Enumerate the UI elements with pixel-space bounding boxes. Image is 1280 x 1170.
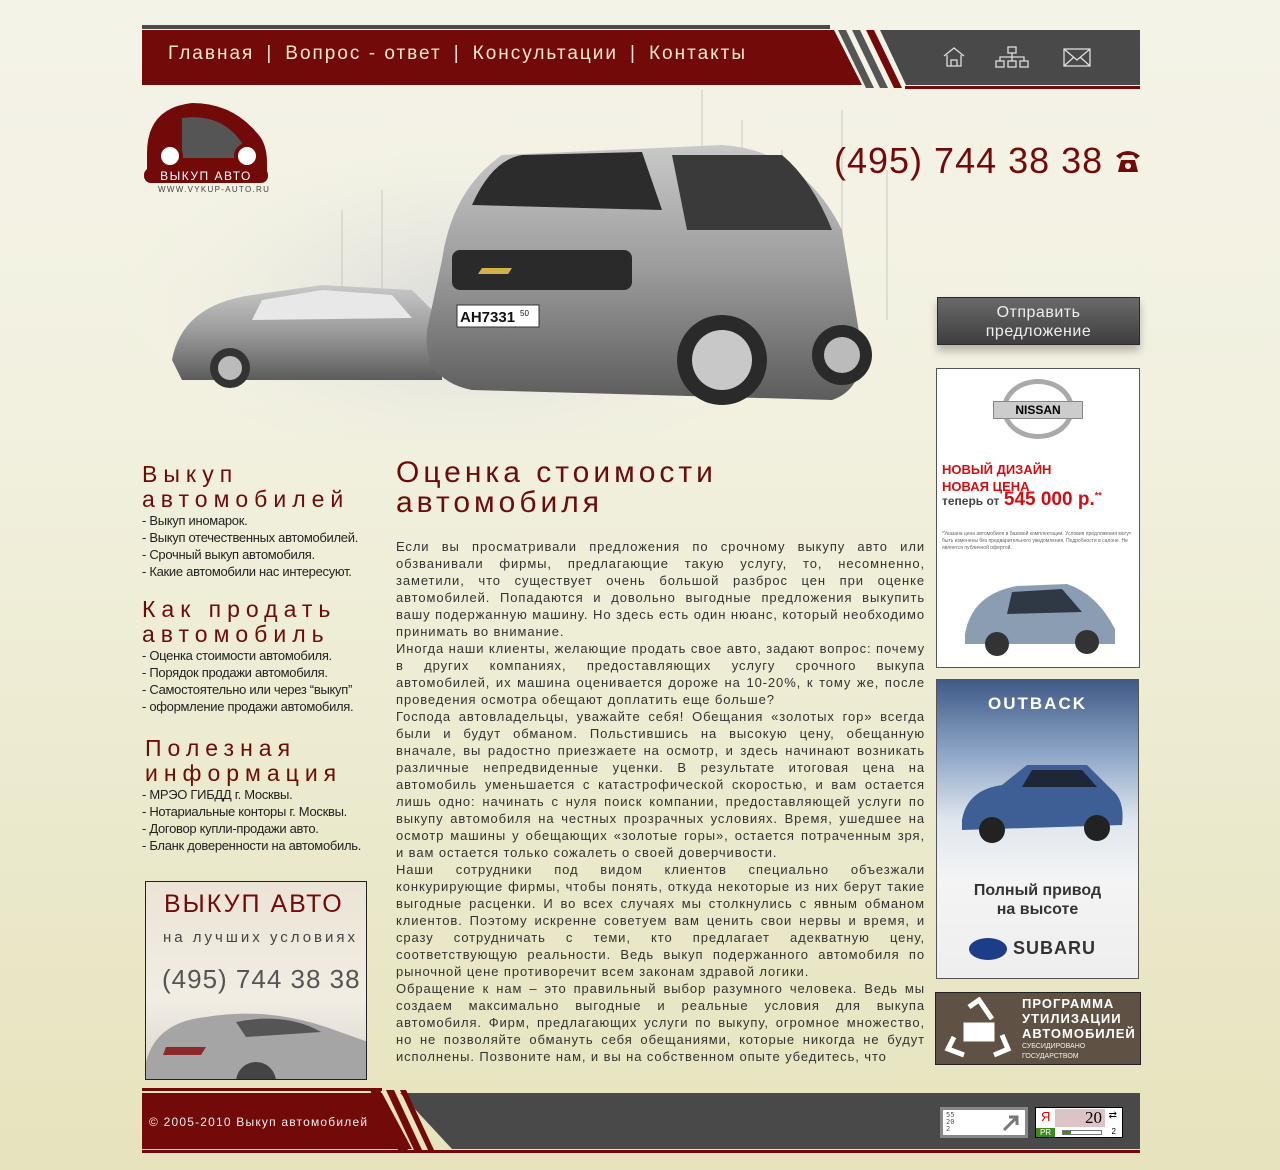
liveinternet-counter[interactable] (940, 1107, 1028, 1138)
send-offer-button[interactable] (937, 297, 1140, 345)
promo-subtitle: на лучших условиях (163, 929, 359, 946)
promo-phone: (495) 744 38 38 (162, 964, 361, 994)
subaru-slogan-2: на высоте (996, 901, 1079, 918)
logo-text: ВЫКУП АВТО (160, 169, 252, 183)
logo-url: WWW.VYKUP-AUTO.RU (158, 185, 271, 194)
yandex-tic: 20 (1055, 1109, 1105, 1127)
pagerank-bar (1062, 1130, 1102, 1135)
section-heading: Как продать (142, 596, 337, 622)
site-logo[interactable] (142, 98, 292, 198)
nissan-price-mark: ** (1094, 490, 1102, 501)
sidebar-link[interactable]: - Оценка стоимости автомобиля. (142, 648, 332, 663)
article-body (396, 538, 925, 1068)
article-paragraph: Иногда наши клиенты, желающие продать свое авто, задают вопрос: почему в других компаниях, предоставляющих услугу срочного выкупа автомобилей, их машина оценивается дороже на 10-20%, к тому же, после проведения осмотра обещают доплатить еще больше? (396, 641, 925, 707)
telephone-icon (1114, 146, 1142, 174)
nav-separator: | (630, 43, 637, 64)
nav-separator: | (266, 43, 274, 64)
sidebar-link[interactable]: - Срочный выкуп автомобиля. (142, 547, 315, 562)
subaru-car-image (957, 755, 1127, 855)
nissan-ad-line1: НОВЫЙ ДИЗАЙН (942, 462, 1052, 477)
sidebar-link[interactable]: - оформление продажи автомобиля. (142, 699, 354, 714)
footer-bottom-line (142, 1150, 1140, 1153)
header-red-line (905, 86, 1140, 89)
license-plate: АН7331 (460, 309, 516, 326)
sidebar-link[interactable]: - Какие автомобили нас интересуют. (142, 564, 352, 579)
nissan-price: 545 000 р. (1003, 489, 1095, 510)
footer-top-line (142, 1088, 382, 1091)
arrow-icon (1001, 1113, 1021, 1133)
counter-value: 2 (946, 1125, 951, 1133)
sidebar-section-useful-info (142, 735, 362, 854)
nav-home[interactable]: Главная (168, 43, 255, 64)
sidebar-link[interactable]: - Договор купли-продажи авто. (142, 821, 319, 836)
recycling-program-ad[interactable] (935, 992, 1141, 1065)
license-plate-region: 50 (520, 309, 529, 318)
section-heading: Выкуп (142, 461, 239, 487)
yandex-logo: Я (1041, 1109, 1051, 1124)
nissan-price-prefix: теперь от (942, 494, 1000, 508)
recycling-line: ГОСУДАРСТВОМ (1022, 1053, 1079, 1060)
section-heading: информация (145, 760, 343, 786)
nav-contacts[interactable]: Контакты (648, 43, 748, 64)
nissan-disclaimer: *Указана цена автомобиля в базовой комплектации. Условия предложения могут быть изменены без предварительного уведомления. Подробности в салоне. Не является публичной офертой. (942, 531, 1132, 551)
article-paragraph: Обращение к нам – это правильный выбор разумного человека. Ведь мы создаем максимально выгодные и реальные условия для выкупа автомобиля. Фирм, предлагающих услуги по выкупу, огромное множество, но не позволяйте обмануть себя обещаниями, которые никогда не будут исполнены. Позвоните нам, и вы на собственном опыте убедитесь, что (396, 981, 925, 1064)
sidebar-link[interactable]: - Бланк доверенности на автомобиль. (142, 838, 362, 853)
promo-banner[interactable] (145, 881, 367, 1080)
promo-car-image (146, 1002, 367, 1080)
pagerank-label: PR (1036, 1128, 1055, 1137)
sidebar-link[interactable]: - Порядок продажи автомобиля. (142, 665, 328, 680)
subaru-slogan-1: Полный привод (973, 882, 1102, 899)
footer-stripes (370, 1090, 450, 1150)
footer-bar (400, 1093, 1140, 1149)
sidebar-link[interactable]: - Нотариальные конторы г. Москвы. (142, 804, 347, 819)
counter-value: 20 (946, 1118, 955, 1126)
main-nav (168, 43, 747, 65)
sidebar-link[interactable]: - Самостоятельно или через “выкуп” (142, 682, 352, 697)
recycling-line: СУБСИДИРОВАНО (1022, 1043, 1086, 1050)
subaru-brand: SUBARU (1013, 938, 1097, 958)
yandex-cy-counter[interactable] (1035, 1107, 1123, 1138)
promo-title: ВЫКУП АВТО (164, 890, 344, 918)
nissan-ad[interactable] (936, 368, 1140, 668)
nav-consultations[interactable]: Консультации (472, 43, 619, 64)
article-paragraph: Господа автовладельцы, уважайте себя! Обещания «золотых гор» всегда были и будут обманом. Польстившись на высокую цену, обещанную вначале, вы радостно приезжаете на осмотр, и здесь начинают возникать различные непредвиденные уценки. В результате итоговая цена на автомобиль уменьшается с катастрофической скоростью, и вам остается лишь одно: начинать с нуля поиск компании, предоставляющей услуги по выкупу автомобиля на честных прозрачных условиях. Время, ушедшее на осмотр машины у обещающих «золотые горы», остается потраченным зря, и вам остается только сожалеть о своей доверчивости. (396, 709, 925, 860)
header-phone: (495) 744 38 38 (834, 140, 1104, 181)
mail-icon[interactable] (1063, 46, 1091, 68)
sidebar-section-buyout (142, 462, 358, 580)
nissan-car-image (957, 574, 1122, 659)
section-heading: Полезная (145, 735, 297, 761)
home-icon[interactable] (940, 46, 968, 68)
counter-value: 55 (946, 1111, 955, 1119)
nav-separator: | (453, 43, 461, 64)
section-heading: автомобиль (142, 621, 330, 647)
nav-faq[interactable]: Вопрос - ответ (285, 43, 442, 64)
sitemap-icon[interactable] (995, 46, 1029, 68)
send-offer-label-2: предложение (985, 323, 1092, 340)
subaru-model: OUTBACK (988, 694, 1087, 713)
sidebar-section-how-to-sell (142, 597, 353, 715)
recycling-line: ПРОГРАММА (1022, 996, 1115, 1011)
nissan-ad-line2: НОВАЯ ЦЕНА (942, 479, 1030, 494)
sidebar-link[interactable]: - Выкуп отечественных автомобилей. (142, 530, 359, 545)
nissan-logo: NISSAN (993, 401, 1083, 419)
send-offer-label-1: Отправить (996, 304, 1081, 321)
section-heading: автомобилей (142, 486, 350, 512)
header-top-line (142, 25, 830, 29)
subaru-logo-icon (969, 938, 1007, 960)
recycle-car-icon (944, 997, 1014, 1061)
recycling-line: АВТОМОБИЛЕЙ (1022, 1026, 1136, 1041)
subaru-ad[interactable] (936, 679, 1139, 979)
sidebar-link[interactable]: - Выкуп иномарок. (142, 513, 248, 528)
page-title: Оценка стоимости автомобиля (396, 456, 717, 519)
recycling-line: УТИЛИЗАЦИИ (1022, 1011, 1122, 1026)
refresh-icon: ⇄ (1108, 1110, 1117, 1121)
copyright: © 2005-2010 Выкуп автомобилей (149, 1115, 369, 1129)
sidebar-link[interactable]: - МРЭО ГИБДД г. Москвы. (142, 787, 293, 802)
pagerank-value: 2 (1111, 1127, 1116, 1136)
article-paragraph: Если вы просматривали предложения по срочному выкупу авто или обзванивали фирмы, предлагающие такую услугу, то, несомненно, заметили, что существует очень большой разброс цен при оценке автомобилей. Попадаются и довольно выгодные предложения выкупить вашу подержанную машину. Но здесь есть один нюанс, который необходимо принимать во внимание. (396, 539, 925, 639)
article-paragraph: Наши сотрудники под видом клиентов специально объезжали конкурирующие фирмы, чтобы понять, откуда некоторые из них берут такие выгодные расценки. И во всех случаях мы столкнулись с явным обманом клиентов. Поэтому искренне советуем вам ценить свои нервы и время, и сразу сотрудничать с теми, кто предлагает адекватную цену, соответствующую реальности. Ведь выкуп подержанного автомобиля по рыночной цене противоречит всем законам здравой логики. (396, 862, 925, 979)
